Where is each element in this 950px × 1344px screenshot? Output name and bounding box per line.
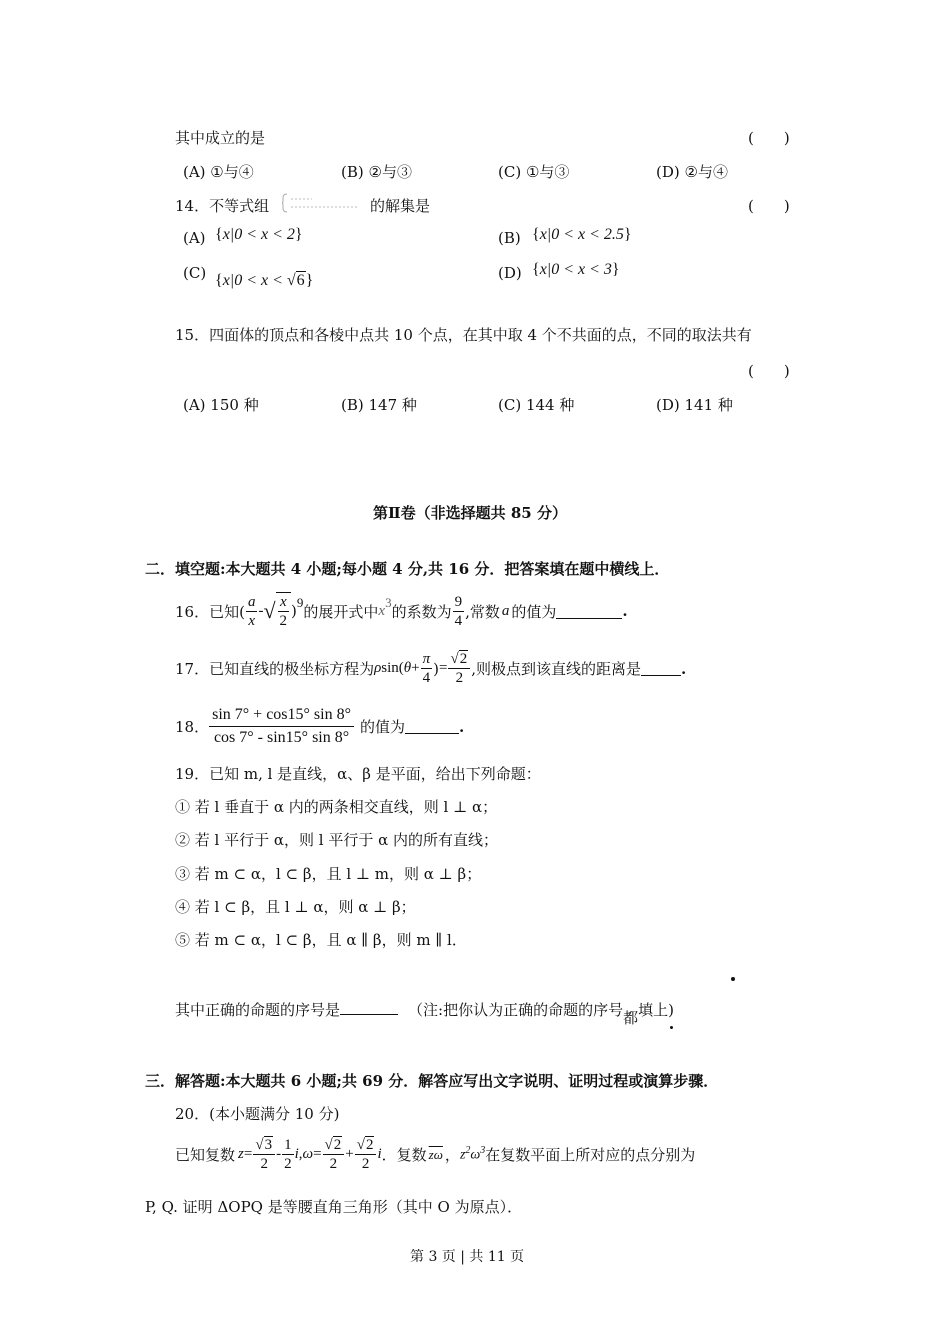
q16-sqrt: √ $\frac{x}{2}$ (263, 592, 291, 630)
q20-line2: P, Q. 证明 ΔOPQ 是等腰直角三角形（其中 O 为原点）． (145, 1198, 523, 1216)
q16-a: a (247, 593, 256, 610)
q20-re-w (323, 1136, 345, 1173)
q13-answer-paren: ( ) (748, 129, 790, 147)
q16-exp: 9 (296, 595, 304, 610)
q17 (175, 650, 686, 687)
q16-const: a (501, 602, 510, 619)
q17-four: 4 (422, 670, 431, 686)
q17-pi-over-4 (421, 650, 433, 687)
emphasis-dot (670, 1026, 673, 1029)
q16-answer-blank[interactable] (556, 604, 622, 619)
q19-note-dou: 都 (623, 1009, 639, 1027)
q15-option-a: (A) 150 种 (183, 396, 259, 414)
part-3-heading: 三．解答题:本大题共 6 小题;共 69 分．解答应写出文字说明、证明过程或演算步骤． (145, 1072, 719, 1090)
q16-end: 的值为 (511, 602, 557, 621)
q20-minus: - (276, 1146, 282, 1162)
q15-option-b: (B) 147 种 (341, 396, 417, 414)
q20-l1-tail: 在复数平面上所对应的点分别为 (485, 1146, 696, 1164)
q14-option-c-label: (C) (183, 264, 207, 282)
q20-title: 20．(本小题满分 10 分) (175, 1105, 340, 1123)
q18-denominator: cos 7° - sin15° sin 8° (213, 729, 350, 746)
part-2-heading: 二．填空题:本大题共 4 小题;每小题 4 分,共 16 分．把答案填在题中横线上． (145, 560, 670, 578)
q16-x3: x (378, 602, 386, 619)
q16-coef (453, 593, 465, 630)
period: . (459, 717, 465, 736)
q16 (175, 592, 628, 630)
q20-i2: i (377, 1146, 382, 1162)
page-footer: 第 3 页 | 共 11 页 (410, 1249, 525, 1265)
q15-option-d: (D) 141 种 (656, 396, 733, 414)
q20-r3: 3 (264, 1137, 273, 1153)
q14-option-a-label: (A) (183, 229, 206, 247)
q20-one: 1 (284, 1137, 292, 1153)
q16-x: x (248, 612, 256, 629)
sqrt-symbol: √6 (286, 272, 305, 289)
q19-intro: 19．已知 m, l 是直线，α、β 是平面，给出下列命题： (175, 765, 541, 783)
sqrt-symbol: √2 (324, 1137, 342, 1153)
q20-comma: , (298, 1146, 303, 1162)
q20-omega: ω (302, 1146, 314, 1162)
q20-im-w (355, 1136, 377, 1173)
q14-option-c-expr: x|0 < x < (222, 272, 287, 289)
q14-option-c-set: {x|0 < x < √6} (215, 272, 314, 289)
q14-option-c-radicand: 6 (296, 272, 305, 289)
q14-suffix: 的解集是 (370, 197, 431, 215)
q17-rhs (448, 650, 470, 687)
q20-im-w-den: 2 (361, 1156, 370, 1172)
q20-re-z-den: 2 (260, 1156, 268, 1172)
q17-theta: θ (403, 660, 412, 676)
q20-r2a: 2 (333, 1137, 342, 1153)
sqrt-symbol: √3 (255, 1137, 273, 1153)
period: . (681, 659, 687, 678)
q19-item-5: ⑤ 若 m ⊂ α，l ⊂ β，且 α ∥ β，则 m ∥ l． (175, 931, 467, 949)
q18-prefix: 18． (175, 718, 210, 736)
q17-tail: ,则极点到该直线的距离是 (471, 660, 641, 678)
q20-eq: = (243, 1146, 253, 1162)
sqrt-symbol: √2 (450, 651, 468, 667)
inequality-system-icon (282, 192, 362, 214)
q18 (175, 706, 464, 747)
q17-sin: sin( (381, 660, 404, 676)
q20-z-base: z (459, 1147, 466, 1163)
q16-prefix: 16．已知( (175, 602, 245, 621)
q16-coef-num: 9 (454, 593, 463, 610)
q16-x3-exp: 3 (385, 595, 392, 610)
q13-tail: 其中成立的是 (175, 129, 266, 147)
q14-option-b-set: {x|0 < x < 2.5} (532, 226, 632, 243)
q17-pi: π (422, 651, 431, 667)
q16-rad-num: x (279, 594, 287, 610)
q20-line1: 已知复数 z = $\frac{√3}{2}$ - $\frac{1}{2}$ i , ω = $\frac{√2}{2}$ + $\frac{√2}{2}$ i ．复数 $\overline{z\omega}$ ， $z^2\omega^3$ 在复数平面上所对应的点分别为 (175, 1137, 696, 1172)
q17-prefix: 17．已知直线的极坐标方程为 (175, 660, 375, 678)
q18-tail: 的值为 (359, 718, 405, 736)
q15-answer-paren: ( ) (748, 362, 790, 380)
q20-z2w3 (460, 1145, 485, 1164)
q17-close: ) (433, 659, 440, 678)
q20-re-z (253, 1136, 275, 1173)
q16-minus: - (258, 602, 264, 619)
q18-numerator: sin 7° + cos15° sin 8° (209, 706, 354, 727)
q19-ask (175, 999, 674, 1027)
q17-rho: ρ (374, 660, 382, 676)
sqrt-symbol: √2 (356, 1137, 374, 1153)
q19-item-3: ③ 若 m ⊂ α，l ⊂ β，且 l ⊥ m，则 α ⊥ β； (175, 865, 482, 883)
q20-z-exp: 2 (465, 1145, 471, 1157)
q19-answer-blank[interactable] (340, 1000, 398, 1015)
q17-eq: = (439, 660, 448, 676)
q20-re-w-den: 2 (329, 1156, 338, 1172)
q16-tail: ,常数 (465, 602, 500, 621)
q17-plus: + (411, 660, 420, 676)
q18-answer-blank[interactable] (405, 719, 459, 734)
q17-den: 2 (455, 670, 464, 686)
q16-mid: 的展开式中 (303, 602, 379, 621)
q19-item-2: ② 若 l 平行于 α，则 l 平行于 α 内的所有直线； (175, 831, 498, 849)
q17-answer-blank[interactable] (641, 661, 681, 676)
q16-mid2: 的系数为 (391, 602, 452, 621)
q19-item-1: ① 若 l 垂直于 α 内的两条相交直线，则 l ⊥ α； (175, 798, 498, 816)
q16-coef-den: 4 (454, 612, 463, 629)
q14-system-image (282, 192, 362, 214)
q14-option-b-expr: x|0 < x < 2.5 (539, 226, 624, 243)
q14-prefix: 14．不等式组 (175, 197, 270, 215)
q20-eq2: = (313, 1146, 322, 1162)
q16-a-over-x (246, 593, 258, 630)
q13-option-b: (B) ②与③ (341, 163, 412, 181)
q19-ask-text: 其中正确的命题的序号是 (175, 1001, 341, 1019)
q14-option-b-label: (B) (498, 229, 521, 247)
q20-r2b: 2 (365, 1137, 374, 1153)
q13-option-d: (D) ②与④ (656, 163, 728, 181)
q16-close: ) (291, 602, 297, 620)
q14-option-a-set: {x|0 < x < 2} (215, 226, 303, 243)
q20-w-exp: 3 (480, 1145, 486, 1157)
q17-rad: 2 (459, 651, 468, 667)
q20-l1-pre: 已知复数 (175, 1146, 236, 1164)
q16-rad-den: 2 (279, 613, 288, 629)
q19-item-4: ④ 若 l ⊂ β，且 l ⊥ α，则 α ⊥ β； (175, 898, 416, 916)
section-2-title: 第Ⅱ卷（非选择题共 85 分） (373, 504, 567, 522)
q15-option-c: (C) 144 种 (498, 396, 575, 414)
q20-zw-conj: $\overline{z\omega}$ (428, 1146, 443, 1162)
q19-note-post: 填上) (638, 1001, 674, 1019)
q13-option-c: (C) ①与③ (498, 163, 570, 181)
q14-option-d-label: (D) (498, 264, 522, 282)
q15-text: 15．四面体的顶点和各棱中点共 10 个点，在其中取 4 个不共面的点，不同的取法共有 (175, 326, 752, 344)
q20-z: z (238, 1146, 244, 1162)
q14-option-a-expr: x|0 < x < 2 (222, 226, 295, 243)
q14-option-d-expr: x|0 < x < 3 (539, 261, 612, 278)
q19-note-pre: （注:把你认为正确的命题的序号 (408, 1001, 624, 1019)
q20-w-base: ω (470, 1147, 481, 1163)
q20-i1: i (294, 1146, 299, 1162)
q14-option-d-set: {x|0 < x < 3} (532, 261, 620, 278)
q13-option-a: (A) ①与④ (183, 163, 254, 181)
q20-plus: + (345, 1146, 354, 1162)
period: . (622, 602, 628, 620)
q20-im-z-den: 2 (284, 1156, 292, 1172)
q14-answer-paren: ( ) (748, 197, 790, 215)
stray-dot (731, 977, 735, 981)
q20-im-z (282, 1136, 294, 1173)
q20-l1-mid: ．复数 (381, 1146, 427, 1164)
q18-fraction (209, 706, 354, 747)
